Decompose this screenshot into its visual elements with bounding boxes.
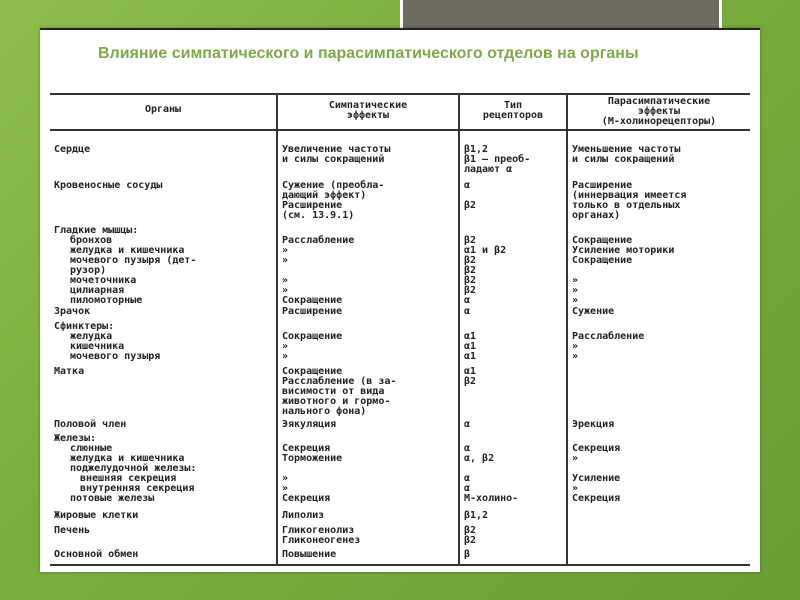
receptor-cell: β1,2 β1 — преоб- ладают α [464,144,531,175]
organ-cell: Печень [54,525,91,536]
header-sympathetic: Симпатические эффекты [328,100,408,121]
organ-cell: Сфинктеры: [54,321,115,332]
sympathetic-cell: Сокращение Расслабление (в за- висимости от вида животного и гормо- нального фона) [282,366,397,417]
receptor-cell: α [464,306,471,317]
table-bottom-rule [50,564,750,566]
header-receptors: Тип рецепторов [482,100,544,121]
table-col-divider [458,93,460,566]
organ-subitems: желудка кишечника мочевого пузыря [70,331,161,362]
parasympathetic-cell: Сокращение Усиление моторики Сокращение » » » [572,235,675,306]
sympathetic-cell: Гликогенолиз Гликонеогенез [282,525,361,546]
parasympathetic-cell: Сужение [572,306,615,317]
receptor-cell: α1 β2 [464,366,477,387]
sympathetic-cell: Расширение [282,306,343,317]
sympathetic-cell: Повышение [282,549,337,560]
sympathetic-cell: Секреция Торможение » » Секреция [282,443,343,504]
sympathetic-cell: Увеличение частоты и силы сокращений [282,144,391,165]
organ-subitems: внешняя секреция внутренняя секреция [80,473,195,494]
organ-subitems: бронхов желудка и кишечника мочевого пузыря (дет- рузор) мочеточника цилиарная пиломоторные [70,235,197,306]
slide-title: Влияние симпатического и парасимпатического отделов на органы [98,45,639,62]
header-parasympathetic: Парасимпатические эффекты (М-холинорецепторы) [601,96,717,127]
sympathetic-cell: Сужение (преобла- дающий эффект) Расширение (см. 13.9.1) [282,180,385,221]
organ-cell: Зрачок [54,306,91,317]
organ-cell: Матка [54,366,85,377]
header-organs: Органы [144,104,182,115]
receptor-cell: α β2 [464,180,477,211]
sympathetic-cell: Расслабление » » » » Сокращение [282,235,355,306]
receptor-cell: α1 α1 α1 [464,331,477,362]
organ-cell: Основной обмен [54,549,139,560]
parasympathetic-cell: Расширение (иннервация имеется только в отдельных органах) [572,180,687,221]
organ-cell: Половой член [54,419,127,430]
table-header-rule [50,129,750,131]
parasympathetic-cell: Секреция » Усиление » Секреция [572,443,621,504]
parasympathetic-cell: Расслабление » » [572,331,645,362]
receptor-cell: β2 β2 [464,525,477,546]
organ-cell: Гладкие мышцы: [54,225,139,236]
effects-table [50,93,750,566]
receptor-cell: α [464,419,471,430]
organ-subitems: слюнные желудка и кишечника поджелудочной железы: [70,443,197,474]
receptor-cell: β1,2 [464,510,489,521]
receptor-cell: β [464,549,471,560]
organ-cell: Жировые клетки [54,510,139,521]
table-col-divider [566,93,568,566]
sympathetic-cell: Эякуляция [282,419,337,430]
parasympathetic-cell: Уменьшение частоты и силы сокращений [572,144,681,165]
organ-subitems: потовые железы [70,493,155,504]
organ-cell: Сердце [54,144,91,155]
receptor-cell: α α, β2 α α М-холино- [464,443,519,504]
organ-cell: Железы: [54,433,97,444]
sympathetic-cell: Сокращение » » [282,331,343,362]
receptor-cell: β2 α1 и β2 β2 β2 β2 β2 α [464,235,507,306]
sympathetic-cell: Липолиз [282,510,325,521]
organ-cell: Кровеносные сосуды [54,180,163,191]
table-top-rule [50,93,750,95]
parasympathetic-cell: Эрекция [572,419,615,430]
slide-card [40,28,760,572]
